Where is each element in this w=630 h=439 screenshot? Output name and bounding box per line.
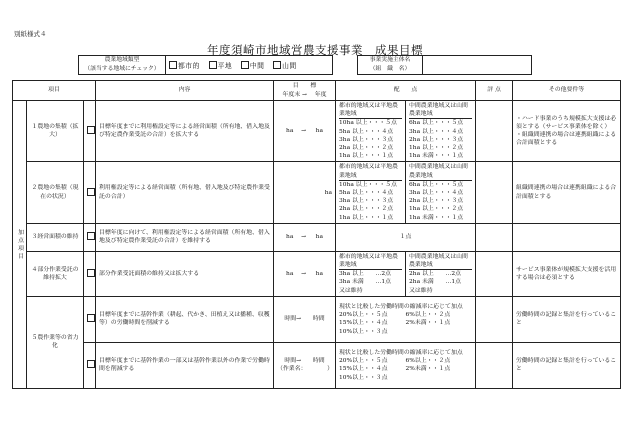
target-value[interactable]: 時間→ 時間: [274, 296, 336, 342]
area-choice-urban[interactable]: 都市的: [169, 62, 200, 70]
score-cell[interactable]: [476, 342, 513, 388]
col-points: 配 点: [336, 81, 476, 101]
points-mountain: 中間農業地域又は山間農業地域 6ha 以上・・・５点 3ha 以上・・・４点 2ha 以上・・・３点 1ha 以上・・・２点 1ha 未満・・・１点: [406, 101, 476, 162]
target-value[interactable]: ha → ha: [274, 101, 336, 162]
points-urban: 都市的地域又は平地農業地域 3ha 以上 …2点 3ha 未満 …1点 又は維持: [336, 251, 406, 296]
item-label: ４部分作業受託の維持拡大: [27, 251, 84, 296]
points-mountain: 中間農業地域又は山間農業地域 2ha 以上 …2点 2ha 未満 …1点 又は維持: [406, 251, 476, 296]
score-cell[interactable]: [476, 101, 513, 162]
other-requirements: 労働時間の記録と集計を行っていること: [513, 342, 621, 388]
checkbox-icon[interactable]: [241, 61, 249, 69]
checkbox-icon[interactable]: [169, 61, 177, 69]
points-reduction: 現状と比較した労働時間の縮減率に応じて加点 20%以上・・５点 15%以上・・４点 10%以上・・３点 6%以上・・２点 2%未満・・１点: [336, 296, 476, 342]
score-cell[interactable]: [476, 296, 513, 342]
header-table: [78, 55, 532, 75]
content-text: 目標年度に向けて、利用権設定等による経営面積（所有地、借入地及び特定農作業受託の合計）を維持する: [96, 223, 274, 251]
other-requirements: 労働時間の記録と集計を行っていること: [513, 296, 621, 342]
area-type-choices: [166, 56, 333, 75]
checkbox-icon[interactable]: [273, 61, 281, 69]
content-text: 目標年度までに基幹作業の一部又は基幹作業以外の作業で労働時間を削減する: [96, 342, 274, 388]
content-text: 利用権設定等による経営面積（所有地、借入地及び特定農作業受託の合計）: [96, 162, 274, 223]
table-row: [13, 251, 621, 296]
item-label: ２農地の集積（現在の状況）: [27, 162, 84, 223]
col-item: 項目: [13, 81, 96, 101]
other-requirements: [513, 223, 621, 251]
checkbox-icon[interactable]: [87, 269, 95, 277]
entity-label: 事業実施主体名 （組 織 名）: [358, 56, 423, 75]
col-target: 目 標 年度末 → 年度: [274, 81, 336, 101]
content-text: 目標年度までに基幹作業（耕起、代かき、田植え又は播種、収穫等）の労働時間を削減する: [96, 296, 274, 342]
points-mountain: 中間農業地域又は山間農業地域 6ha 以上・・・５点 3ha 以上・・・４点 2ha 以上・・・３点 1ha 以上・・・２点 1ha 未満・・・１点: [406, 162, 476, 223]
row-checkbox[interactable]: [84, 251, 96, 296]
col-other: その他要件等: [513, 81, 621, 101]
area-choice-middle[interactable]: 中間: [241, 62, 265, 70]
table-row: [13, 101, 621, 162]
target-value[interactable]: 時間→ 時間 （作業名： ）: [274, 342, 336, 388]
col-score: 評 点: [476, 81, 513, 101]
row-checkbox[interactable]: [84, 342, 96, 388]
row-checkbox[interactable]: [84, 162, 96, 223]
checkbox-icon[interactable]: [87, 232, 95, 240]
form-number: 別紙様式４: [14, 30, 47, 38]
content-text: 目標年度までに利用権設定等による経営面積（所有地、借入地及び特定農作業受託の合計）を拡大する: [96, 101, 274, 162]
other-requirements: 組織間連携の場合は連携組織による合計面積とする: [513, 162, 621, 223]
col-content: 内容: [96, 81, 274, 101]
area-type-label: 農業地域類型 （該当する地域にチェック）: [79, 56, 166, 75]
points-common: １点: [336, 223, 476, 251]
checkbox-icon[interactable]: [87, 188, 95, 196]
score-cell[interactable]: [476, 162, 513, 223]
area-choice-flat[interactable]: 平地: [209, 62, 233, 70]
score-cell[interactable]: [476, 223, 513, 251]
target-value[interactable]: ha → ha: [274, 251, 336, 296]
target-value[interactable]: ha → ha: [274, 223, 336, 251]
table-row: [13, 162, 621, 223]
item-label: １農地の集積（拡大）: [27, 101, 84, 162]
content-text: 部分作業受託面積の維持又は拡大する: [96, 251, 274, 296]
area-choice-mountain[interactable]: 山間: [273, 62, 297, 70]
table-row: [13, 296, 621, 342]
checkbox-icon[interactable]: [87, 360, 95, 368]
item-label: ３経営面積の維持: [27, 223, 84, 251]
target-value[interactable]: ha: [274, 162, 336, 223]
points-urban: 都市的地域又は平地農業地域 10ha 以上・・・５点 5ha 以上・・・４点 3ha 以上・・・３点 2ha 以上・・・２点 1ha 以上・・・１点: [336, 162, 406, 223]
page-title: 年度須崎市地域営農支援事業 成果目標: [207, 43, 423, 57]
checkbox-icon[interactable]: [87, 126, 95, 134]
score-cell[interactable]: [476, 251, 513, 296]
entity-name-field[interactable]: [423, 56, 532, 75]
checkbox-icon[interactable]: [209, 61, 217, 69]
row-checkbox[interactable]: [84, 101, 96, 162]
points-reduction: 現状と比較した労働時間の縮減率に応じて加点 20%以上・・５点 15%以上・・４点 10%以上・・３点 6%以上・・２点 2%未満・・１点: [336, 342, 476, 388]
side-label: 加点項目: [13, 101, 27, 389]
row-checkbox[interactable]: [84, 296, 96, 342]
checkbox-icon[interactable]: [87, 314, 95, 322]
other-requirements: サービス事業体が規模拡大支援を活用する場合は必須とする: [513, 251, 621, 296]
points-urban: 都市的地域又は平地農業地域 10ha 以上・・・５点 5ha 以上・・・４点 3ha 以上・・・３点 2ha 以上・・・２点 1ha 以上・・・１点: [336, 101, 406, 162]
column-header-row: [13, 81, 621, 101]
table-row: [13, 342, 621, 388]
table-row: [13, 223, 621, 251]
item-label: ５農作業等の省力化: [27, 296, 84, 388]
target-table: [12, 80, 621, 389]
row-checkbox[interactable]: [84, 223, 96, 251]
other-requirements: ・ハード事業のうち規模拡大支援は必須とする（サービス事業体を除く） ・組織間連携の場合は連携組織による合計面積とする: [513, 101, 621, 162]
